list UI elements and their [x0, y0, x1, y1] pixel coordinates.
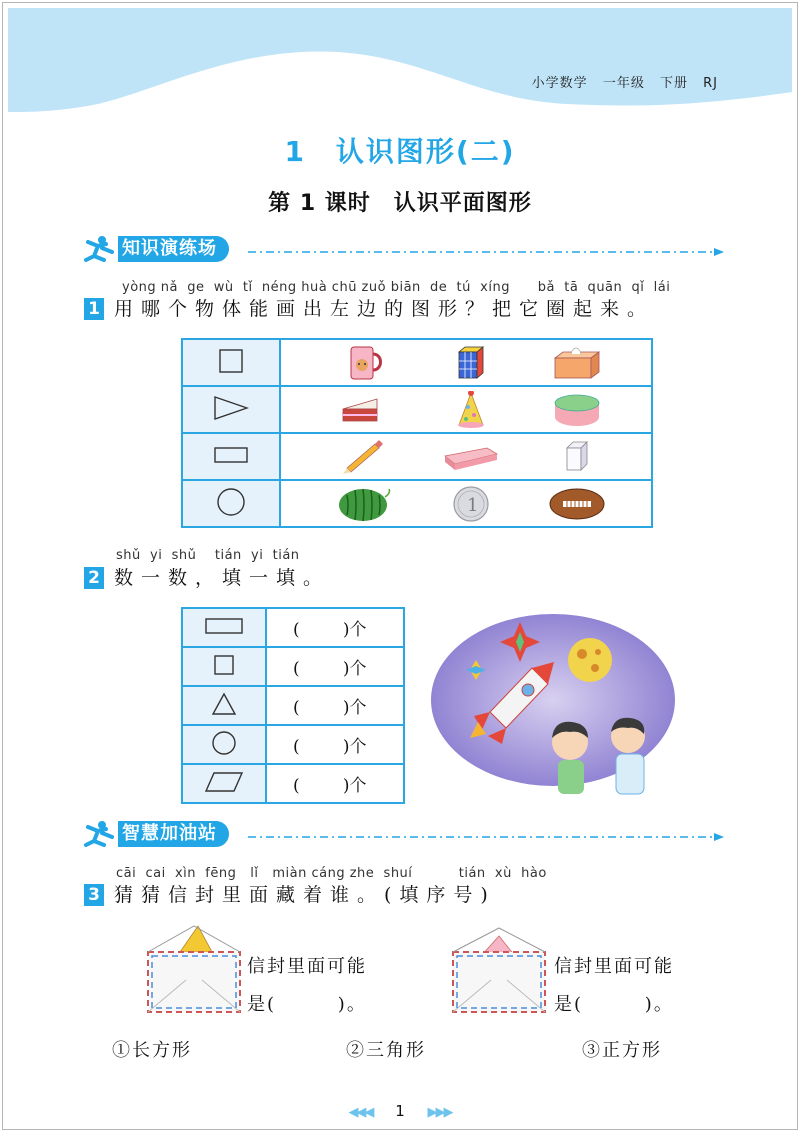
party-hat-icon[interactable]	[441, 391, 501, 429]
answer-blank[interactable]: ( )个	[266, 608, 404, 647]
header-edition: RJ	[703, 76, 718, 91]
page-border	[2, 2, 798, 1130]
section-dashed-line	[248, 248, 726, 256]
answer-blank[interactable]: ( )个	[266, 725, 404, 764]
envelope-2-line2[interactable]: 是( )。	[554, 994, 674, 1015]
q3-text: 猜猜信封里面藏着谁。(填序号)	[114, 884, 496, 906]
q2-number: 2	[84, 567, 104, 589]
mug-icon[interactable]	[335, 344, 395, 382]
items-cell	[280, 339, 652, 386]
header-grade: 一年级	[602, 76, 645, 91]
table-row	[182, 433, 652, 480]
shape-cell	[182, 725, 266, 764]
option-triangle: ②三角形	[346, 1040, 426, 1061]
coin-icon[interactable]	[441, 485, 501, 523]
table-row	[182, 386, 652, 433]
rubiks-cube-icon[interactable]	[441, 344, 501, 382]
eraser-icon[interactable]	[441, 438, 501, 476]
table-row	[182, 686, 404, 725]
table-row	[182, 764, 404, 803]
q3-pinyin: cāi cai xìn fēng lǐ miàn cáng zhe shuí tián xù hào	[116, 866, 547, 881]
next-arrows-icon: ▶▶▶	[427, 1105, 452, 1120]
envelope-2-line1: 信封里面可能	[554, 956, 674, 977]
section-banner-practice	[80, 236, 730, 264]
header-wave	[8, 8, 792, 118]
page-number: 1	[395, 1102, 405, 1120]
moon-icon	[568, 638, 612, 682]
q2-table	[181, 607, 405, 804]
q1-pinyin: yòng nǎ ge wù tǐ néng huà chū zuǒ biān de tú xíng bǎ tā quān qǐ lái	[122, 280, 671, 295]
q1-text: 用哪个物体能画出左边的图形？把它圈起来。	[114, 298, 655, 320]
q3-prompt	[84, 884, 684, 908]
shape-cell	[182, 764, 266, 803]
square-shape-icon	[213, 654, 235, 676]
runner-icon	[80, 234, 120, 264]
option-rectangle: ①长方形	[112, 1040, 192, 1061]
page-footer	[0, 1102, 800, 1120]
option-square: ③正方形	[582, 1040, 662, 1061]
table-row	[182, 480, 652, 527]
q2-prompt	[84, 567, 484, 591]
items-cell	[280, 480, 652, 527]
section-banner-wisdom	[80, 821, 730, 849]
chapter-title: 1 认识图形(二)	[284, 135, 516, 168]
q1-table	[181, 338, 653, 528]
section-label-wisdom: 智慧加油站	[118, 821, 229, 847]
table-row	[182, 339, 652, 386]
shape-cell	[182, 480, 280, 527]
table-row	[182, 608, 404, 647]
envelope-pink-icon	[451, 922, 547, 1018]
runner-icon	[80, 819, 120, 849]
answer-blank[interactable]: ( )个	[266, 647, 404, 686]
header-subject: 小学数学	[531, 76, 588, 91]
shape-cell	[182, 433, 280, 480]
prev-arrows-icon: ◀◀◀	[348, 1105, 373, 1120]
header-volume: 下册	[659, 76, 688, 91]
envelope-1-line1: 信封里面可能	[247, 956, 367, 977]
space-scene-illustration	[430, 612, 676, 802]
triangle-shape-icon	[211, 692, 237, 716]
rectangle-shape-icon	[213, 445, 249, 465]
answer-blank[interactable]: ( )个	[266, 764, 404, 803]
watermelon-icon[interactable]	[335, 485, 395, 523]
q2-pinyin: shǔ yi shǔ tián yi tián	[116, 548, 300, 563]
table-row	[182, 725, 404, 764]
lesson-title: 第 1 课时 认识平面图形	[268, 191, 532, 216]
football-icon[interactable]	[547, 485, 607, 523]
table-row	[182, 647, 404, 686]
square-shape-icon	[218, 348, 244, 374]
shape-cell	[182, 608, 266, 647]
parallelogram-shape-icon	[204, 771, 244, 793]
rectangle-shape-icon	[204, 616, 244, 636]
cake-slice-icon[interactable]	[335, 391, 395, 429]
section-dashed-line	[248, 833, 726, 841]
triangle-shape-icon	[213, 395, 249, 421]
q3-number: 3	[84, 884, 104, 906]
tissue-box-icon[interactable]	[547, 344, 607, 382]
items-cell	[280, 433, 652, 480]
round-cake-icon[interactable]	[547, 391, 607, 429]
shape-cell	[182, 386, 280, 433]
header-meta	[522, 72, 718, 91]
shape-cell	[182, 339, 280, 386]
circle-shape-icon	[211, 730, 237, 756]
svg-text:1: 1	[467, 495, 479, 516]
q1-number: 1	[84, 298, 104, 320]
shape-cell	[182, 647, 266, 686]
q2-text: 数一数，填一填。	[114, 567, 331, 589]
answer-blank[interactable]: ( )个	[266, 686, 404, 725]
envelope-triangle-icon	[146, 922, 242, 1018]
q1-prompt	[84, 298, 684, 322]
section-label-practice: 知识演练场	[118, 236, 229, 262]
items-cell	[280, 386, 652, 433]
shape-cell	[182, 686, 266, 725]
pencil-icon[interactable]	[335, 438, 395, 476]
circle-shape-icon	[216, 487, 246, 517]
cube-icon[interactable]	[547, 438, 607, 476]
envelope-1-line2[interactable]: 是( )。	[247, 994, 367, 1015]
